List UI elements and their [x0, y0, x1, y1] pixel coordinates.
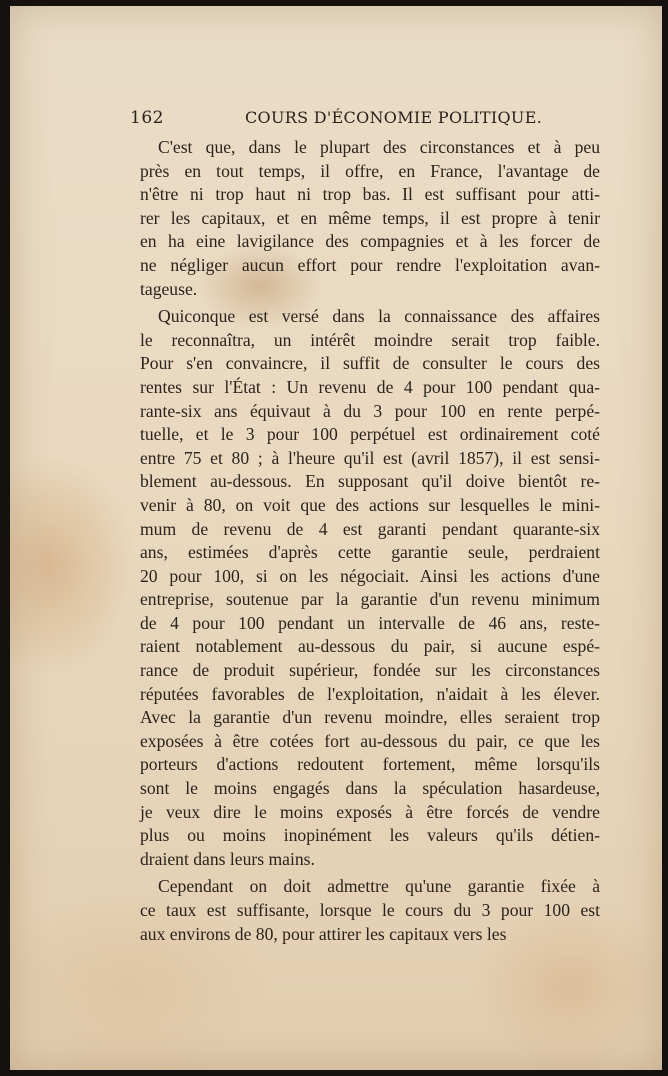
text-line: entre 75 et 80 ; à l'heure qu'il est (avril 1857), il est sensi- [140, 447, 600, 468]
text-line: aux environs de 80, pour attirer les capitaux vers les [140, 923, 507, 944]
text-line: mum de revenu de 4 est garanti pendant quarante-six [140, 518, 600, 539]
text-line: de 4 pour 100 pendant un intervalle de 46 ans, reste- [140, 612, 600, 633]
text-line: rer les capitaux, et en même temps, il est propre à tenir [140, 207, 600, 228]
text-line: tuelle, et le 3 pour 100 perpétuel est ordinairement coté [140, 424, 600, 445]
text-line: près en tout temps, il offre, en France, l'avantage de [140, 160, 600, 181]
text-line: rance de produit supérieur, fondée sur les circonstances [140, 660, 600, 681]
text-line: exposées à être cotées fort au-dessous du pair, ce que les [140, 730, 600, 751]
text-line: C'est que, dans le plupart des circonstances et à peu [158, 137, 600, 157]
text-line: rante-six ans équivaut à du 3 pour 100 en rente perpé- [140, 400, 600, 421]
text-line: porteurs d'actions redoutent fortement, même lorsqu'ils [140, 754, 600, 775]
text-line: rentes sur l'État : Un revenu de 4 pour 100 pendant qua- [140, 376, 600, 397]
text-line: ce taux est suffisante, lorsque le cours du 3 pour 100 est [140, 900, 600, 920]
text-line: je veux dire le moins exposés à être forcés de vendre [140, 801, 600, 822]
paragraph [140, 136, 600, 301]
running-title: COURS D'ÉCONOMIE POLITIQUE. [245, 108, 543, 127]
text-line: Pour s'en convaincre, il suffit de consulter le cours des [140, 353, 600, 374]
body-text [140, 136, 600, 950]
page-number: 162 [130, 108, 164, 128]
text-line: ne négliger aucun effort pour rendre l'exploitation avan- [140, 254, 600, 275]
text-line: 20 pour 100, si on les négociait. Ainsi les actions d'une [140, 565, 600, 586]
paragraph [140, 875, 600, 946]
text-line: blement au-dessous. En supposant qu'il doive bientôt re- [140, 471, 600, 492]
text-line: raient notablement au-dessous du pair, si aucune espé- [140, 636, 600, 657]
text-line: Quiconque est versé dans la connaissance des affaires [158, 306, 600, 327]
text-line: le reconnaîtra, un intérêt moindre serait trop faible. [140, 329, 600, 350]
text-line: Avec la garantie d'un revenu moindre, elles seraient trop [140, 707, 600, 728]
text-line: en ha eine lavigilance des compagnies et à les forcer de [140, 231, 600, 252]
text-line: Cependant on doit admettre qu'une garantie fixée à [158, 876, 600, 897]
text-line: draient dans leurs mains. [140, 848, 315, 869]
text-line: plus ou moins inopinément les valeurs qu'ils détien- [140, 825, 600, 846]
text-line: sont le moins engagés dans la spéculation hasardeuse, [140, 778, 600, 799]
running-head [130, 104, 600, 134]
text-line: tageuse. [140, 278, 198, 299]
book-page [10, 6, 662, 1070]
text-line: n'être ni trop haut ni trop bas. Il est suffisant pour atti- [140, 184, 600, 205]
text-line: entreprise, soutenue par la garantie d'un revenu minimum [140, 589, 600, 610]
paragraph [140, 305, 600, 871]
text-line: réputées favorables de l'exploitation, n'aidait à les élever. [140, 683, 600, 704]
text-line: venir à 80, on voit que des actions sur lesquelles le mini- [140, 494, 600, 515]
text-line: ans, estimées d'après cette garantie seule, perdraient [140, 542, 600, 563]
